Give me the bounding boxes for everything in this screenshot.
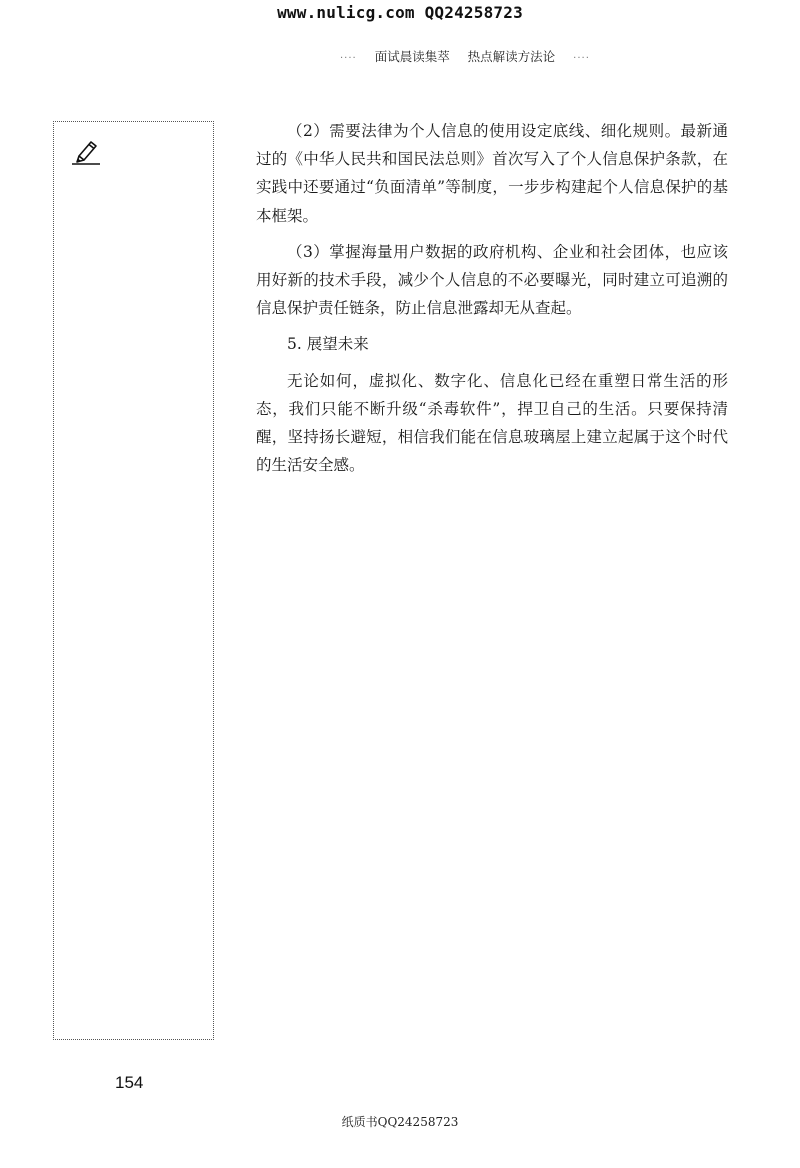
page-number: 154 — [115, 1073, 144, 1092]
watermark-bottom: 纸质书QQ24258723 — [341, 1115, 459, 1129]
header-section-title: 热点解读方法论 — [467, 49, 556, 64]
running-header — [340, 47, 660, 65]
pencil-icon — [70, 136, 102, 166]
notes-margin-box — [53, 121, 214, 1040]
header-series-title: 面试晨读集萃 — [374, 49, 450, 64]
header-trailing-dots: ···· — [573, 53, 590, 64]
paragraph-conclusion: 无论如何，虚拟化、数字化、信息化已经在重塑日常生活的形态，我们只能不断升级“杀毒软件”，捍卫自己的生活。只要保持清醒，坚持扬长避短，相信我们能在信息玻璃屋上建立起属于这个时代的生活安全感。 — [256, 371, 728, 475]
paragraph-point-3: （3）掌握海量用户数据的政府机构、企业和社会团体，也应该用好新的技术手段，减少个人信息的不必要曝光，同时建立可追溯的信息保护责任链条，防止信息泄露却无从查起。 — [256, 242, 728, 318]
header-leading-dots: ···· — [340, 53, 357, 64]
section-heading-outlook: 5. 展望未来 — [287, 335, 369, 354]
watermark-top: www.nulicg.com QQ24258723 — [277, 3, 523, 22]
article-body — [256, 117, 728, 479]
paragraph-point-2: （2）需要法律为个人信息的使用设定底线、细化规则。最新通过的《中华人民共和国民法总则》首次写入了个人信息保护条款，在实践中还要通过“负面清单”等制度，一步步构建起个人信息保护的基本框架。 — [256, 122, 728, 225]
